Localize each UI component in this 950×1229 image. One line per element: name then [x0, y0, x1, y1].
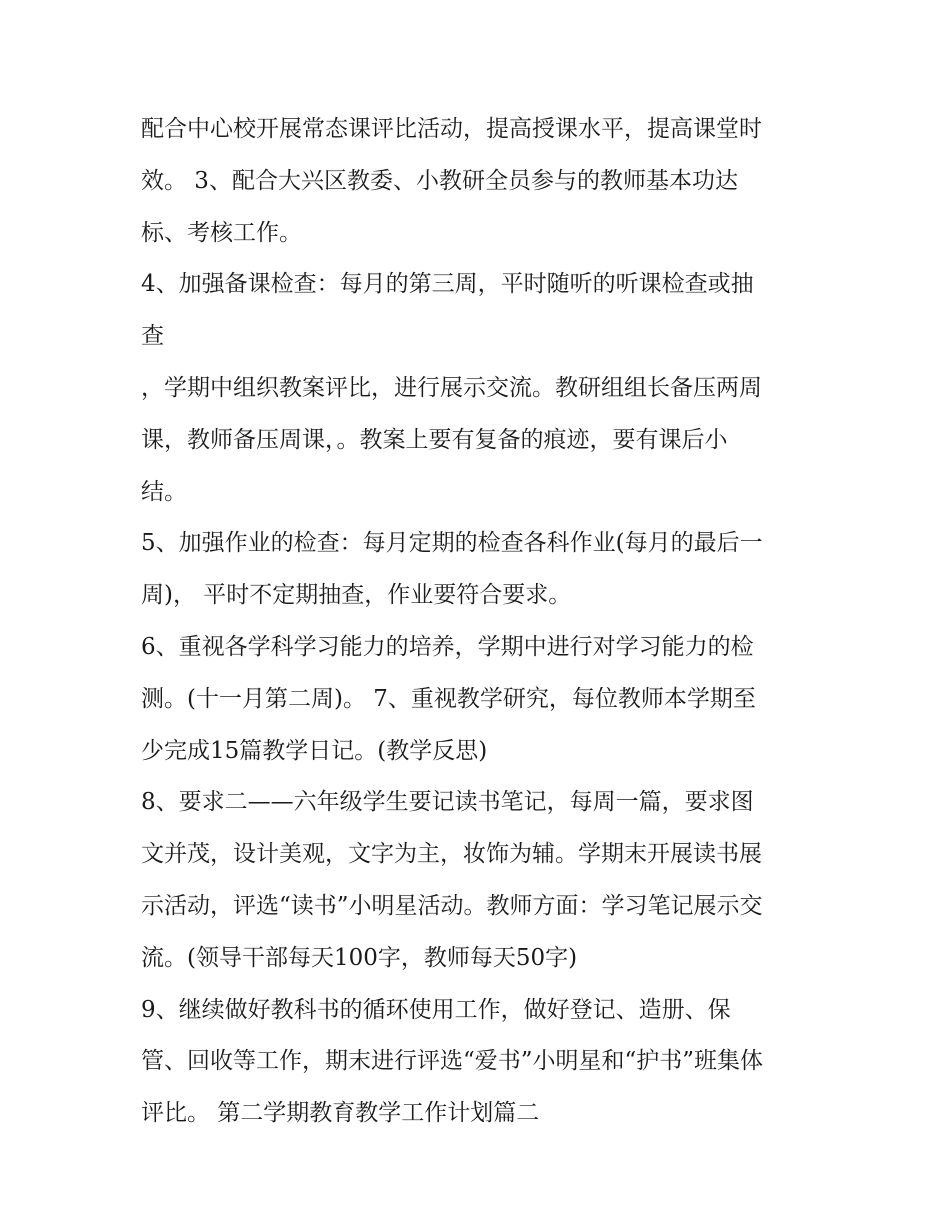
text-line: 5、加强作业的检查：每月定期的检查各科作业(每月的最后一: [141, 530, 763, 557]
text-line: 效。 3、配合大兴区教委、小教研全员参与的教师基本功达: [141, 167, 738, 194]
text-line: 评比。 第二学期教育教学工作计划篇二: [141, 1100, 540, 1127]
text-line: 示活动，评选“读书”小明星活动。教师方面：学习笔记展示交: [141, 892, 763, 919]
text-line: 流。(领导干部每天100字，教师每天50字): [141, 944, 578, 971]
text-line: 配合中心校开展常态课评比活动，提高授课水平，提高课堂时: [141, 116, 762, 142]
text-line: 少完成15篇教学日记。(教学反思): [141, 737, 488, 764]
document-body: [141, 104, 841, 1140]
text-line: 标、考核工作。: [141, 219, 302, 246]
text-line: 周)， 平时不定期抽查，作业要符合要求。: [141, 582, 572, 609]
text-line: 查: [141, 323, 164, 350]
text-line: 测。(十一月第二周)。 7、重视教学研究，每位教师本学期至: [141, 685, 756, 712]
text-line: 6、重视各学科学习能力的培养，学期中进行对学习能力的检: [141, 633, 754, 660]
text-line: 课，教师备压周课，。教案上要有复备的痕迹，要有课后小: [141, 426, 728, 453]
text-line: 9、继续做好教科书的循环使用工作，做好登记、造册、保: [141, 996, 731, 1023]
text-line: ，学期中组织教案评比，进行展示交流。教研组组长备压两周: [141, 374, 762, 401]
text-line: 管、回收等工作，期末进行评选“爱书”小明星和“护书”班集体: [141, 1048, 764, 1075]
text-line: 文并茂，设计美观，文字为主，妆饰为辅。学期末开展读书展: [141, 841, 762, 868]
text-line: 结。: [141, 478, 187, 505]
text-line: 8、要求二——六年级学生要记读书笔记，每周一篇，要求图: [141, 789, 754, 816]
text-line: 4、加强备课检查：每月的第三周，平时随听的听课检查或抽: [141, 271, 754, 298]
